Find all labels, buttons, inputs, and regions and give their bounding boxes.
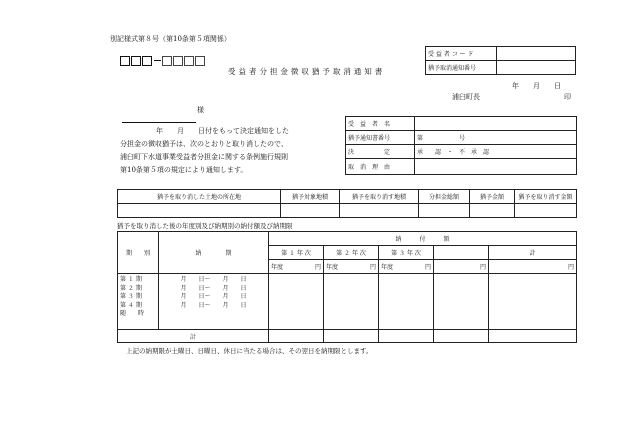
nendo-label: 年度 [271, 264, 284, 271]
amount-cell[interactable] [269, 274, 324, 330]
period-4: 第 ４ 期 [120, 301, 142, 309]
code-box [425, 46, 576, 75]
total-cell[interactable] [379, 330, 434, 343]
yen-cell [489, 260, 577, 274]
body-line-3: 浦臼町下水道事業受益者分担金に関する条例施行規則 [120, 153, 288, 161]
addressee-sama: 様 [197, 106, 204, 114]
total-cell[interactable] [324, 330, 379, 343]
code-field-beneficiary[interactable] [497, 47, 576, 61]
payment-table [117, 231, 577, 343]
info-table [345, 116, 577, 175]
land-cell[interactable] [340, 204, 419, 218]
info-value-reason[interactable] [415, 159, 577, 175]
land-cell[interactable] [281, 204, 340, 218]
issuer-name: 浦臼町長 [452, 93, 480, 101]
total-cell[interactable] [489, 330, 577, 343]
year-header-2: 第 ２ 年 次 [324, 246, 379, 260]
nendo-label: 年度 [381, 264, 394, 271]
period-date-1: 月 日～ 月 日 [180, 276, 247, 283]
total-label: 計 [118, 330, 269, 343]
info-label-notice-no: 猶予通知書番号 [346, 131, 415, 145]
year-header-3: 第 ３ 年 次 [379, 246, 434, 260]
period-date-4: 月 日～ 月 日 [180, 301, 247, 309]
year-header-1: 第 １ 年 次 [269, 246, 324, 260]
amount-cell[interactable] [324, 274, 379, 330]
period-list [118, 274, 159, 330]
land-header-cancel-amount: 猶予を取り消す金額 [515, 190, 577, 204]
info-value-notice-no[interactable]: 第 号 [415, 131, 577, 145]
body-line-2: 分担金の徴収猶予は、次のとおりと取り消したので、 [120, 140, 288, 148]
col-kibetsu: 期 別 [118, 232, 159, 274]
yen-cell [434, 260, 489, 274]
yen-label: 円 [369, 264, 376, 271]
period-anytime: 随 時 [120, 310, 145, 317]
info-value-decision[interactable]: 承 認 ・ 不 承 認 [415, 145, 577, 159]
body-line-1: 年 月 日付をもって決定通知をした [156, 127, 289, 135]
yen-label: 円 [314, 264, 321, 271]
land-header-cancel-area: 猶予を取り消す地積 [340, 190, 419, 204]
year-header-total: 計 [489, 246, 577, 260]
amount-cell[interactable] [489, 274, 577, 330]
info-label-beneficiary: 受 益 者 名 [346, 117, 415, 131]
amount-cell[interactable] [434, 274, 489, 330]
info-value-beneficiary[interactable] [415, 117, 577, 131]
code-label-notice-no: 猶予取消通知番号 [426, 61, 497, 75]
info-label-reason: 取 消 理 由 [346, 159, 415, 175]
nendo-yen-cell [324, 260, 379, 274]
period-3: 第 ３ 期 [120, 293, 142, 300]
yen-label: 円 [567, 264, 574, 271]
payment-section-title: 猶予を取り消した後の年度別及び納期別の納付額及び納期限 [117, 222, 293, 230]
yen-label: 円 [424, 264, 431, 271]
land-header-total: 分担金総額 [419, 190, 470, 204]
issue-date: 年 月 日 [512, 82, 561, 90]
period-date-2: 月 日～ 月 日 [180, 284, 247, 292]
footnote: 上記の納期限が土曜日、日曜日、休日に当たる場合は、その翌日を納期限とします。 [126, 347, 373, 355]
period-2: 第 ２ 期 [120, 284, 142, 292]
total-cell[interactable] [269, 330, 324, 343]
land-header-deferred: 猶予金額 [470, 190, 515, 204]
period-1: 第 １ 期 [120, 276, 142, 283]
period-date-3: 月 日～ 月 日 [180, 293, 247, 300]
period-dates [159, 274, 269, 330]
land-cell[interactable] [118, 204, 281, 218]
document-title: 受 益 者 分 担 金 徴 収 猶 予 取 消 通 知 書 [228, 67, 383, 76]
land-table [117, 189, 577, 218]
land-header-target-area: 猶予対象地積 [281, 190, 340, 204]
total-cell[interactable] [434, 330, 489, 343]
nendo-yen-cell [269, 260, 324, 274]
nendo-yen-cell [379, 260, 434, 274]
year-header-4 [434, 246, 489, 260]
amount-cell[interactable] [379, 274, 434, 330]
nendo-label: 年度 [326, 264, 339, 271]
seal-mark: 印 [564, 93, 571, 101]
col-nofugaku: 納 付 額 [269, 232, 577, 246]
col-nouki: 納 期 [159, 232, 269, 274]
land-header-location: 猶予を取り消した土地の所在地 [118, 190, 281, 204]
code-squares [120, 50, 206, 69]
land-cell[interactable] [419, 204, 470, 218]
form-number: 別記様式第８号（第10条第５項関係） [110, 35, 231, 43]
land-cell[interactable] [515, 204, 577, 218]
yen-label: 円 [479, 264, 486, 271]
info-label-decision: 決 定 [346, 145, 415, 159]
body-line-4: 第10条第５項の規定により通知します。 [120, 166, 248, 174]
addressee-line[interactable] [122, 113, 196, 123]
land-cell[interactable] [470, 204, 515, 218]
code-field-notice-no[interactable] [497, 61, 576, 75]
code-label-beneficiary: 受 益 者 コ ー ド [426, 47, 497, 61]
